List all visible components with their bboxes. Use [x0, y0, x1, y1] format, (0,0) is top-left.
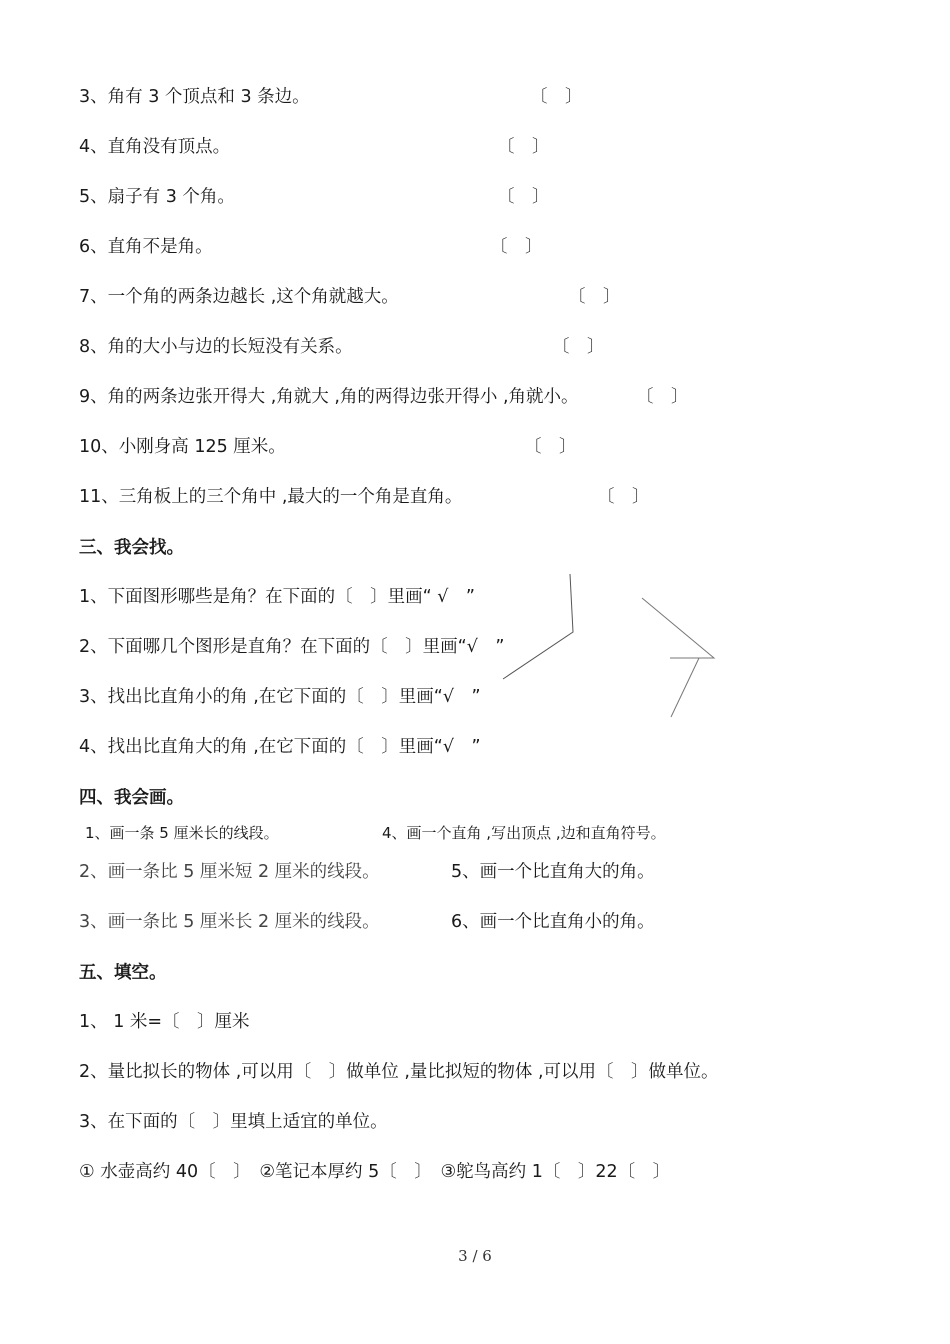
judge-item-3: 3、角有 3 个顶点和 3 条边。: [79, 87, 310, 107]
answer-bracket[interactable]: 〔 〕: [530, 87, 583, 107]
fill-item-2: 2、量比拟长的物体 ,可以用〔 〕做单位 ,量比拟短的物体 ,可以用〔 〕做单位。: [79, 1062, 719, 1082]
draw-item-5: 5、画一个比直角大的角。: [451, 862, 655, 882]
find-item-1: 1、下面图形哪些是角？在下面的〔 〕里画“ √ ”: [79, 587, 475, 607]
fill-item-1: 1、 1 米=〔 〕厘米: [79, 1012, 250, 1032]
find-item-4: 4、找出比直角大的角 ,在它下面的〔 〕里画“√ ”: [79, 737, 481, 757]
section-heading-draw: 四、我会画。: [79, 788, 184, 808]
fill-item-units: ① 水壶高约 40〔 〕 ②笔记本厚约 5〔 〕 ③鸵鸟高约 1〔 〕22〔 〕: [79, 1162, 671, 1182]
judge-item-8: 8、角的大小与边的长短没有关系。: [79, 337, 353, 357]
find-item-2: 2、下面哪几个图形是直角？在下面的〔 〕里画“√ ”: [79, 637, 505, 657]
judge-item-5: 5、扇子有 3 个角。: [79, 187, 235, 207]
answer-bracket[interactable]: 〔 〕: [636, 387, 689, 407]
angle-figure-1: [503, 574, 573, 679]
judge-item-7: 7、一个角的两条边越长 ,这个角就越大。: [79, 287, 399, 307]
draw-item-1: 1、画一条 5 厘米长的线段。: [85, 824, 279, 842]
answer-bracket[interactable]: 〔 〕: [524, 437, 577, 457]
judge-item-11: 11、三角板上的三个角中 ,最大的一个角是直角。: [79, 487, 463, 507]
draw-item-2: 2、画一条比 5 厘米短 2 厘米的线段。: [79, 862, 380, 882]
judge-item-10: 10、小刚身高 125 厘米。: [79, 437, 286, 457]
find-item-3: 3、找出比直角小的角 ,在它下面的〔 〕里画“√ ”: [79, 687, 481, 707]
answer-bracket[interactable]: 〔 〕: [490, 237, 543, 257]
page-number: 3 / 6: [458, 1247, 492, 1265]
draw-item-3: 3、画一条比 5 厘米长 2 厘米的线段。: [79, 912, 380, 932]
draw-item-6: 6、画一个比直角小的角。: [451, 912, 655, 932]
answer-bracket[interactable]: 〔 〕: [568, 287, 621, 307]
judge-item-9: 9、角的两条边张开得大 ,角就大 ,角的两得边张开得小 ,角就小。: [79, 387, 579, 407]
answer-bracket[interactable]: 〔 〕: [497, 137, 550, 157]
draw-item-4: 4、画一个直角 ,写出顶点 ,边和直角符号。: [382, 824, 666, 842]
answer-bracket[interactable]: 〔 〕: [497, 187, 550, 207]
angle-figure-2: [642, 598, 714, 717]
judge-item-4: 4、直角没有顶点。: [79, 137, 231, 157]
section-heading-find: 三、我会找。: [79, 538, 184, 558]
section-heading-fill: 五、填空。: [79, 963, 167, 983]
answer-bracket[interactable]: 〔 〕: [597, 487, 650, 507]
fill-item-3: 3、在下面的〔 〕里填上适宜的单位。: [79, 1112, 388, 1132]
judge-item-6: 6、直角不是角。: [79, 237, 213, 257]
answer-bracket[interactable]: 〔 〕: [552, 337, 605, 357]
